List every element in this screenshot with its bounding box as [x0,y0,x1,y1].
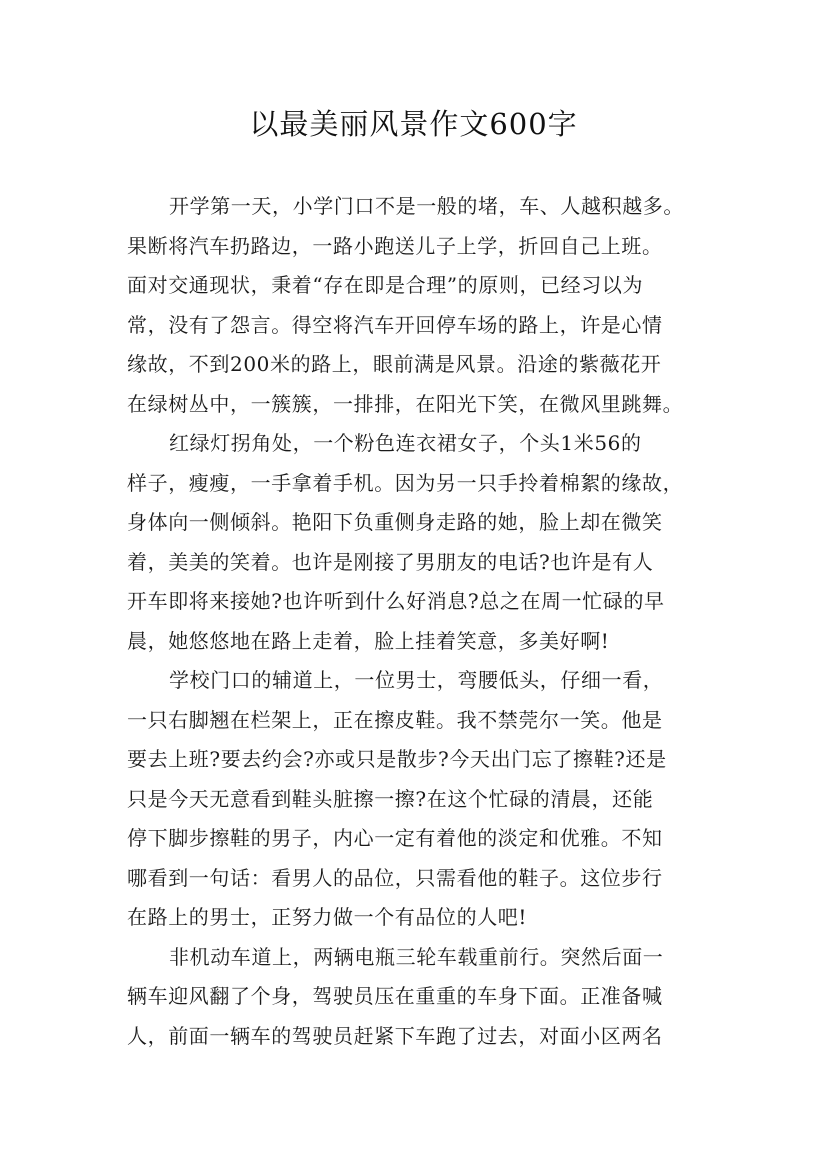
paragraph-4-line-3: 人，前面一辆车的驾驶员赶紧下车跑了过去，对面小区两名 [127,1023,663,1048]
paragraph-3-line-6: 哪看到一句话：看男人的品位，只需看他的鞋子。这位步行 [127,865,663,890]
paragraph-4-line-1: 非机动车道上，两辆电瓶三轮车载重前行。突然后面一 [169,944,664,969]
paragraph-3-line-4: 只是今天无意看到鞋头脏擦一擦?在这个忙碌的清晨，还能 [127,786,654,811]
paragraph-1-line-5: 缘故，不到200米的路上，眼前满是风景。沿途的紫薇花开 [127,352,662,376]
paragraph-3-line-1: 学校门口的辅道上，一位男士，弯腰低头，仔细一看， [169,668,664,692]
paragraph-1-line-4: 常，没有了怨言。得空将汽车开回停车场的路上，许是心情 [127,312,663,337]
document-body [127,187,705,1056]
paragraph-2-line-4: 着，美美的笑着。也许是刚接了男朋友的电话?也许是有人 [127,549,654,574]
paragraph-3-line-7: 在路上的男士，正努力做一个有品位的人吧! [127,905,528,929]
paragraph-1-line-6: 在绿树丛中，一簇簇，一排排，在阳光下笑，在微风里跳舞。 [127,391,684,416]
paragraph-3-line-3: 要去上班?要去约会?亦或只是散步?今天出门忘了擦鞋?还是 [127,747,667,771]
paragraph-3-line-2: 一只右脚翘在栏架上，正在擦皮鞋。我不禁莞尔一笑。他是 [127,707,663,732]
paragraph-2-line-5: 开车即将来接她?也许听到什么好消息?总之在周一忙碌的早 [127,589,665,613]
paragraph-3-line-5: 停下脚步擦鞋的男子，内心一定有着他的淡定和优雅。不知 [127,826,663,850]
paragraph-2-line-2: 样子，瘦瘦，一手拿着手机。因为另一只手拎着棉絮的缘故， [127,470,684,495]
paragraph-1-line-1: 开学第一天，小学门口不是一般的堵，车、人越积越多。 [169,194,684,218]
paragraph-4-line-2: 辆车迎风翻了个身，驾驶员压在重重的车身下面。正准备喊 [127,984,663,1008]
document-title: 以最美丽风景作文600字 [249,107,578,141]
paragraph-2-line-6: 晨，她悠悠地在路上走着，脸上挂着笑意，多美好啊! [127,628,610,653]
paragraph-2-line-1: 红绿灯拐角处，一个粉色连衣裙女子，个头1米56的 [169,431,642,455]
paragraph-1-line-3: 面对交通现状，秉着“存在即是合理”的原则，已经习以为 [127,273,644,297]
paragraph-1-line-2: 果断将汽车扔路边，一路小跑送儿子上学，折回自己上班。 [127,233,663,258]
paragraph-2-line-3: 身体向一侧倾斜。艳阳下负重侧身走路的她，脸上却在微笑 [127,510,663,534]
